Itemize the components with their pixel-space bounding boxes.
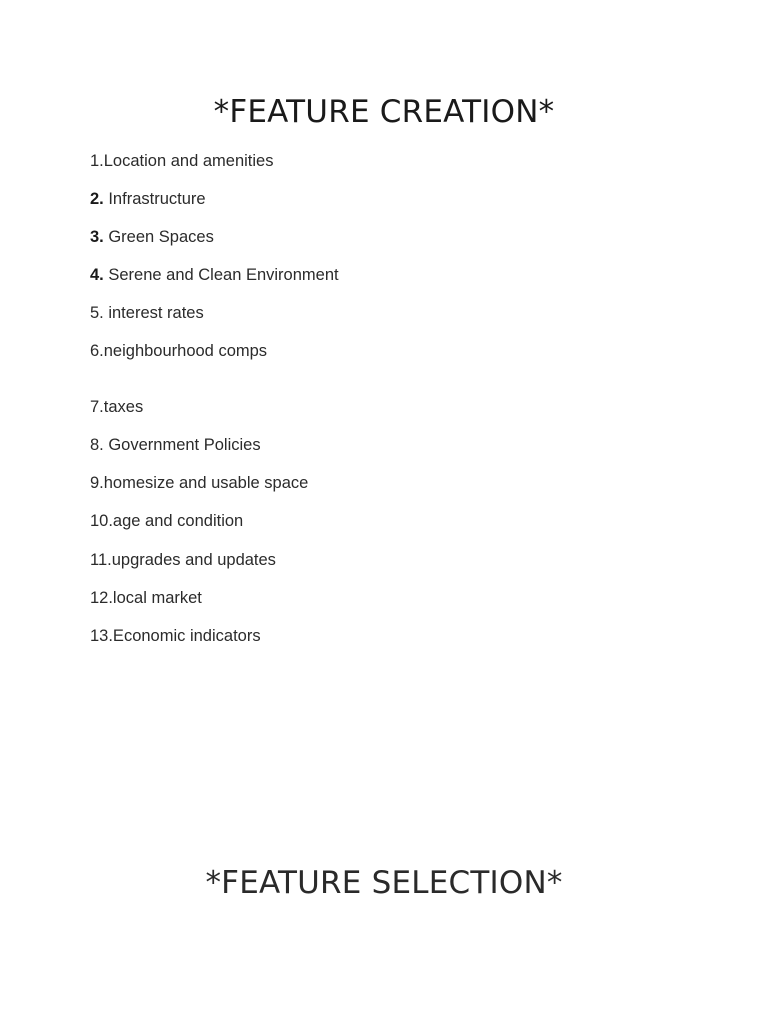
item-text: 10.age and condition	[90, 512, 244, 530]
item-text: 6.neighbourhood comps	[90, 342, 268, 360]
list-item	[90, 435, 261, 455]
item-text: 8. Government Policies	[90, 436, 261, 454]
list-item	[90, 151, 273, 171]
list-item	[90, 588, 202, 608]
item-number: 4.	[90, 266, 104, 284]
item-text: 12.local market	[90, 589, 202, 607]
item-text: 7.taxes	[90, 398, 144, 416]
list-item	[90, 473, 308, 493]
feature-selection-heading: *FEATURE SELECTION*	[205, 865, 563, 901]
list-item	[90, 626, 261, 646]
list-item	[90, 397, 143, 417]
feature-creation-heading: *FEATURE CREATION*	[213, 94, 555, 130]
item-text: 1.Location and amenities	[90, 152, 274, 170]
list-item	[90, 227, 214, 247]
item-number: 3.	[90, 228, 104, 246]
item-text: Infrastructure	[103, 190, 206, 208]
item-text: 13.Economic indicators	[90, 627, 261, 645]
list-item	[90, 550, 276, 570]
item-text: Green Spaces	[103, 228, 214, 246]
list-item	[90, 341, 267, 361]
item-number: 2.	[90, 190, 104, 208]
item-text: 9.homesize and usable space	[90, 474, 309, 492]
item-text: Serene and Clean Environment	[103, 266, 339, 284]
list-item	[90, 511, 243, 531]
list-item	[90, 265, 339, 285]
list-item	[90, 189, 206, 209]
item-text: 11.upgrades and updates	[90, 551, 276, 569]
item-text: 5. interest rates	[90, 304, 204, 322]
list-item	[90, 303, 204, 323]
